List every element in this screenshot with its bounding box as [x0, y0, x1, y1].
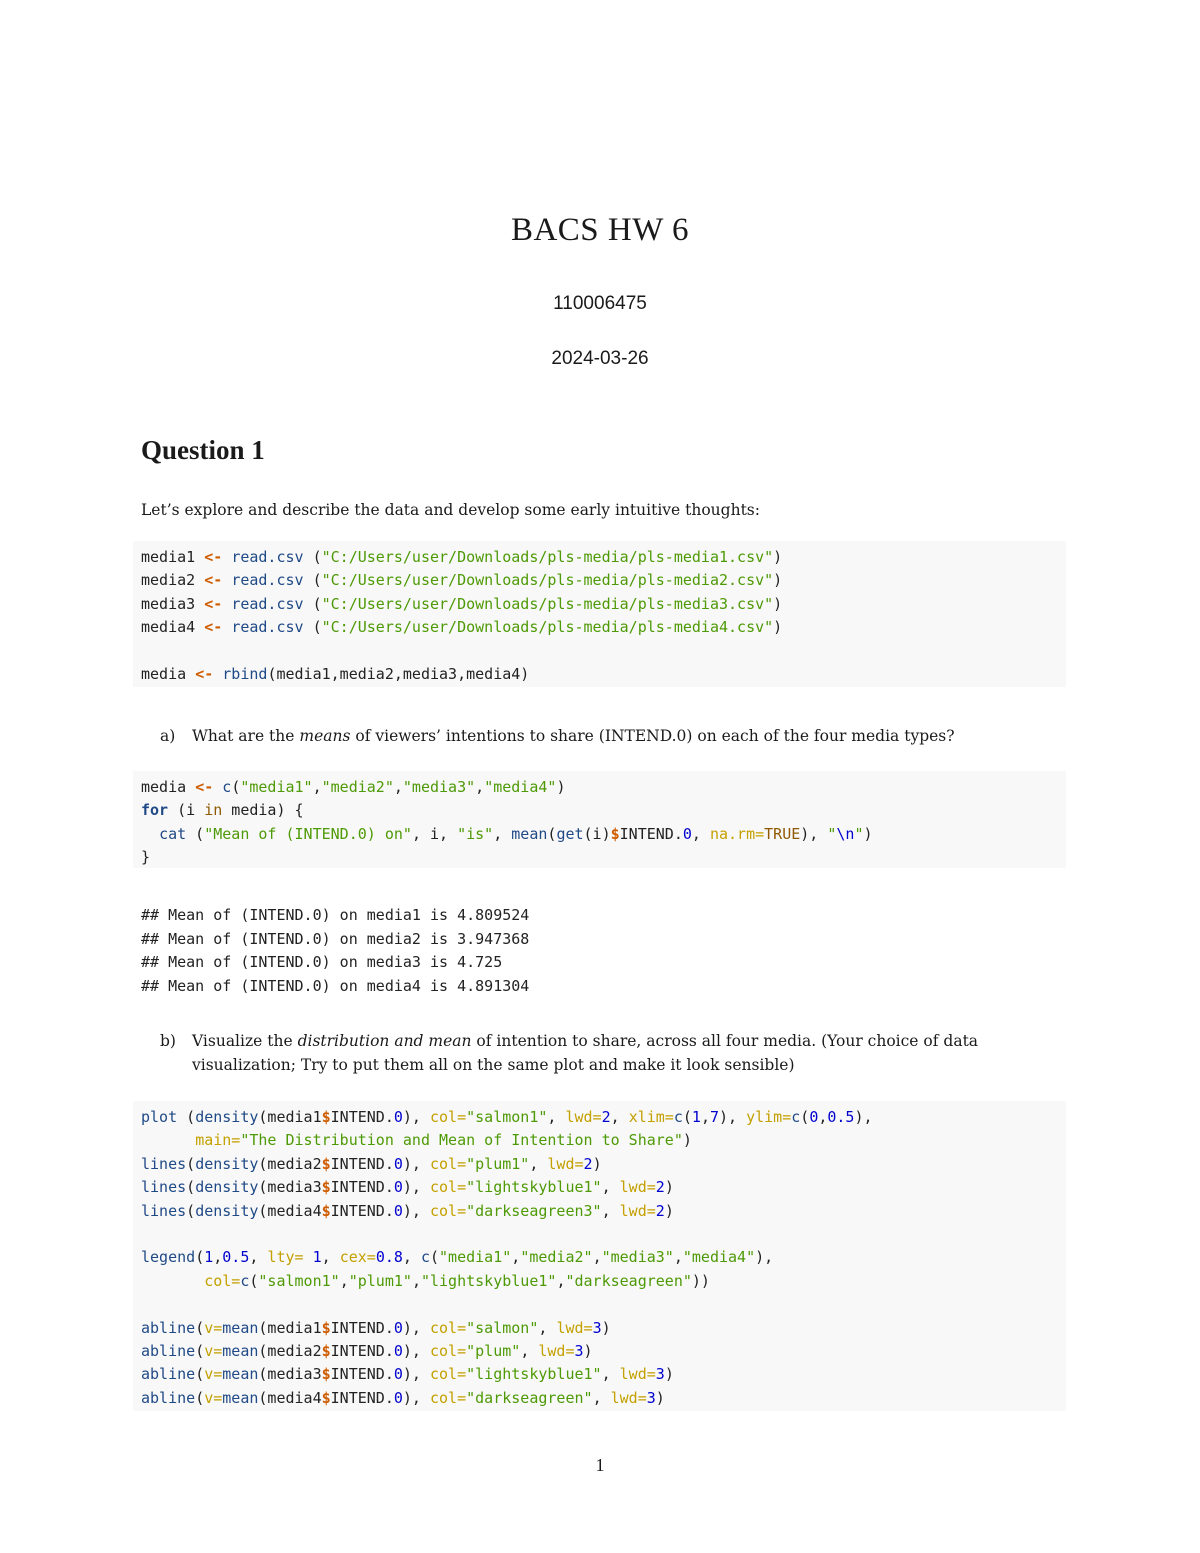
question-a-text: What are the means of viewers’ intentions to share (INTEND.0) on each of the four media types?: [192, 727, 955, 745]
section-intro: Let’s explore and describe the data and develop some early intuitive thoughts:: [141, 501, 760, 519]
document-author: 110006475: [553, 293, 647, 314]
output-line: ## Mean of (INTEND.0) on media3 is 4.725: [141, 953, 503, 972]
document-date: 2024-03-26: [551, 348, 649, 369]
output-line: ## Mean of (INTEND.0) on media4 is 4.891304: [141, 976, 530, 995]
question-b-text: Visualize the distribution and mean of intention to share, across all four media. (Your choice of data visualization; Try to put them all on the same plot and make it look sensible): [192, 1032, 979, 1074]
document-title: BACS HW 6: [510, 212, 690, 248]
code-block-load-data: media1 <- read.csv ("C:/Users/user/Downloads/pls-media/pls-media1.csv") media2 <- read.csv ("C:/Users/user/Downloads/pls-media/pls-media2.csv") media3 <- read.csv ("C:/Users/user/Downloads/pls-media/pls-media3.csv") media4 <- read.csv ("C:/Users/user/Downloads/pls-media/pls-media4.csv") media <- rbind(media1,media2,media3,media4): [133, 541, 1066, 687]
question-a-label: a): [160, 727, 176, 745]
code-output-means: [141, 904, 529, 998]
output-line: ## Mean of (INTEND.0) on media1 is 4.809524: [141, 906, 530, 924]
code-block-plot: plot (density(media1$INTEND.0), col="salmon1", lwd=2, xlim=c(1,7), ylim=c(0,0.5), main="The Distribution and Mean of Intention to Share") lines(density(media2$INTEND.0), col="plum1", lwd=2) lines(density(media3$INTEND.0), col="lightskyblue1", lwd=2) lines(density(media4$INTEND.0), col="darkseagreen3", lwd=2) legend(1,0.5, lty= 1, cex=0.8, c("media1","media2","media3","media4"), col=c("salmon1","plum1","lightskyblue1","darkseagreen")) abline(v=mean(media1$INTEND.0), col="salmon", lwd=3) abline(v=mean(media2$INTEND.0), col="plum", lwd=3) abline(v=mean(media3$INTEND.0), col="lightskyblue1", lwd=3) abline(v=mean(media4$INTEND.0), col="darkseagreen", lwd=3): [133, 1101, 1066, 1411]
section-heading: Question 1: [141, 435, 265, 465]
code-block-means: media <- c("media1","media2","media3","media4") for (i in media) { cat ("Mean of (INTEND.0) on", i, "is", mean(get(i)$INTEND.0, na.rm=TRUE), "\n") }: [133, 771, 1066, 868]
page-number: 1: [595, 1455, 605, 1475]
output-line: ## Mean of (INTEND.0) on media2 is 3.947368: [141, 929, 530, 948]
question-b-label: b): [160, 1032, 176, 1050]
